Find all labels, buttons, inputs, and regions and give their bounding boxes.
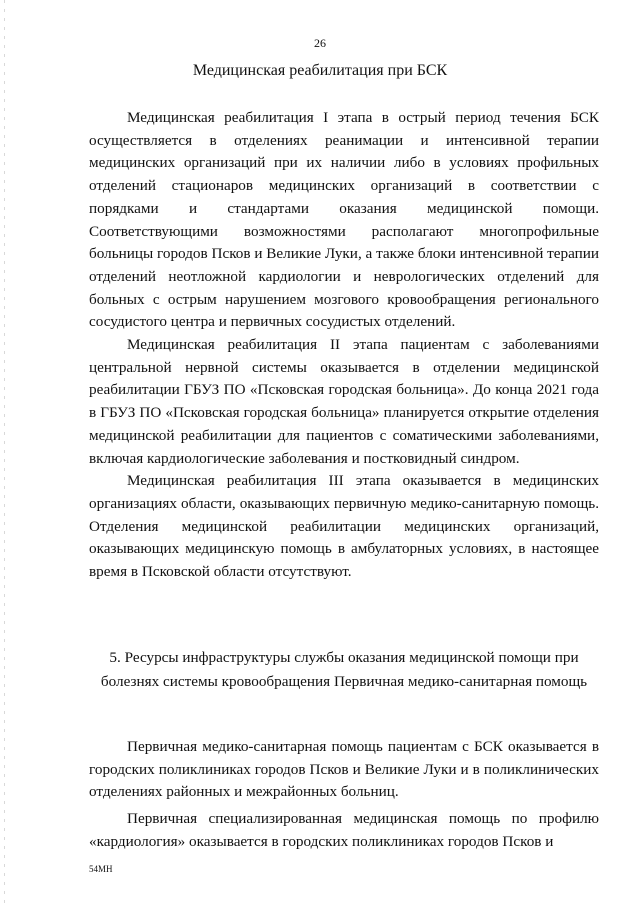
- scan-edge-mark: [4, 0, 5, 905]
- paragraph: Медицинская реабилитация I этапа в острый период течения БСК осуществляется в отделениях реанимации и интенсивной терапии медицинских организаций при их наличии либо в условиях профильных отделений стационаров медицинских организаций в соответствии с порядками и стандартами оказания медицинской помощи. Соответствующими возможностями располагают многопрофильные больницы городов Псков и Великие Луки, а также блоки интенсивной терапии отделений неотложной кардиологии и неврологических отделений для больных с острым нарушением мозгового кровообращения регионального сосудистого центра и первичных сосудистых отделений.: [89, 109, 600, 331]
- paragraph: Первичная медико-санитарная помощь пациентам с БСК оказывается в городских поликлиниках городов Псков и Великие Луки и в поликлинических отделениях районных и межрайонных больниц.: [89, 738, 599, 801]
- text-block-rehabilitation: [89, 107, 599, 584]
- paragraph: Первичная специализированная медицинская помощь по профилю «кардиология» оказывается в городских поликлиниках городов Псков и: [89, 810, 599, 850]
- text-block-primary-care: [89, 736, 599, 854]
- footer-document-code: 54МН: [89, 864, 113, 874]
- paragraph: Медицинская реабилитация III этапа оказывается в медицинских организациях области, оказывающих первичную медико-санитарную помощь. Отделения медицинской реабилитации медицинских организаций, оказывающих медицинскую помощь в амбулаторных условиях, в настоящее время в Псковской области отсутствуют.: [89, 472, 599, 581]
- paragraph: Медицинская реабилитация II этапа пациентам с заболеваниями центральной нервной системы оказывается в отделении медицинской реабилитации ГБУЗ ПО «Псковская городская больница». До конца 2021 года в ГБУЗ ПО «Псковская городская больница» планируется открытие отделения медицинской реабилитации для пациентов с соматическими заболеваниями, включая кардиологические заболевания и постковидный синдром.: [89, 336, 599, 467]
- section-heading-infrastructure: 5. Ресурсы инфраструктуры службы оказания медицинской помощи при болезнях системы кровообращения Первичная медико-санитарная помощь: [100, 649, 588, 690]
- section-title: Медицинская реабилитация при БСК: [192, 62, 448, 79]
- page-number: 26: [314, 36, 326, 50]
